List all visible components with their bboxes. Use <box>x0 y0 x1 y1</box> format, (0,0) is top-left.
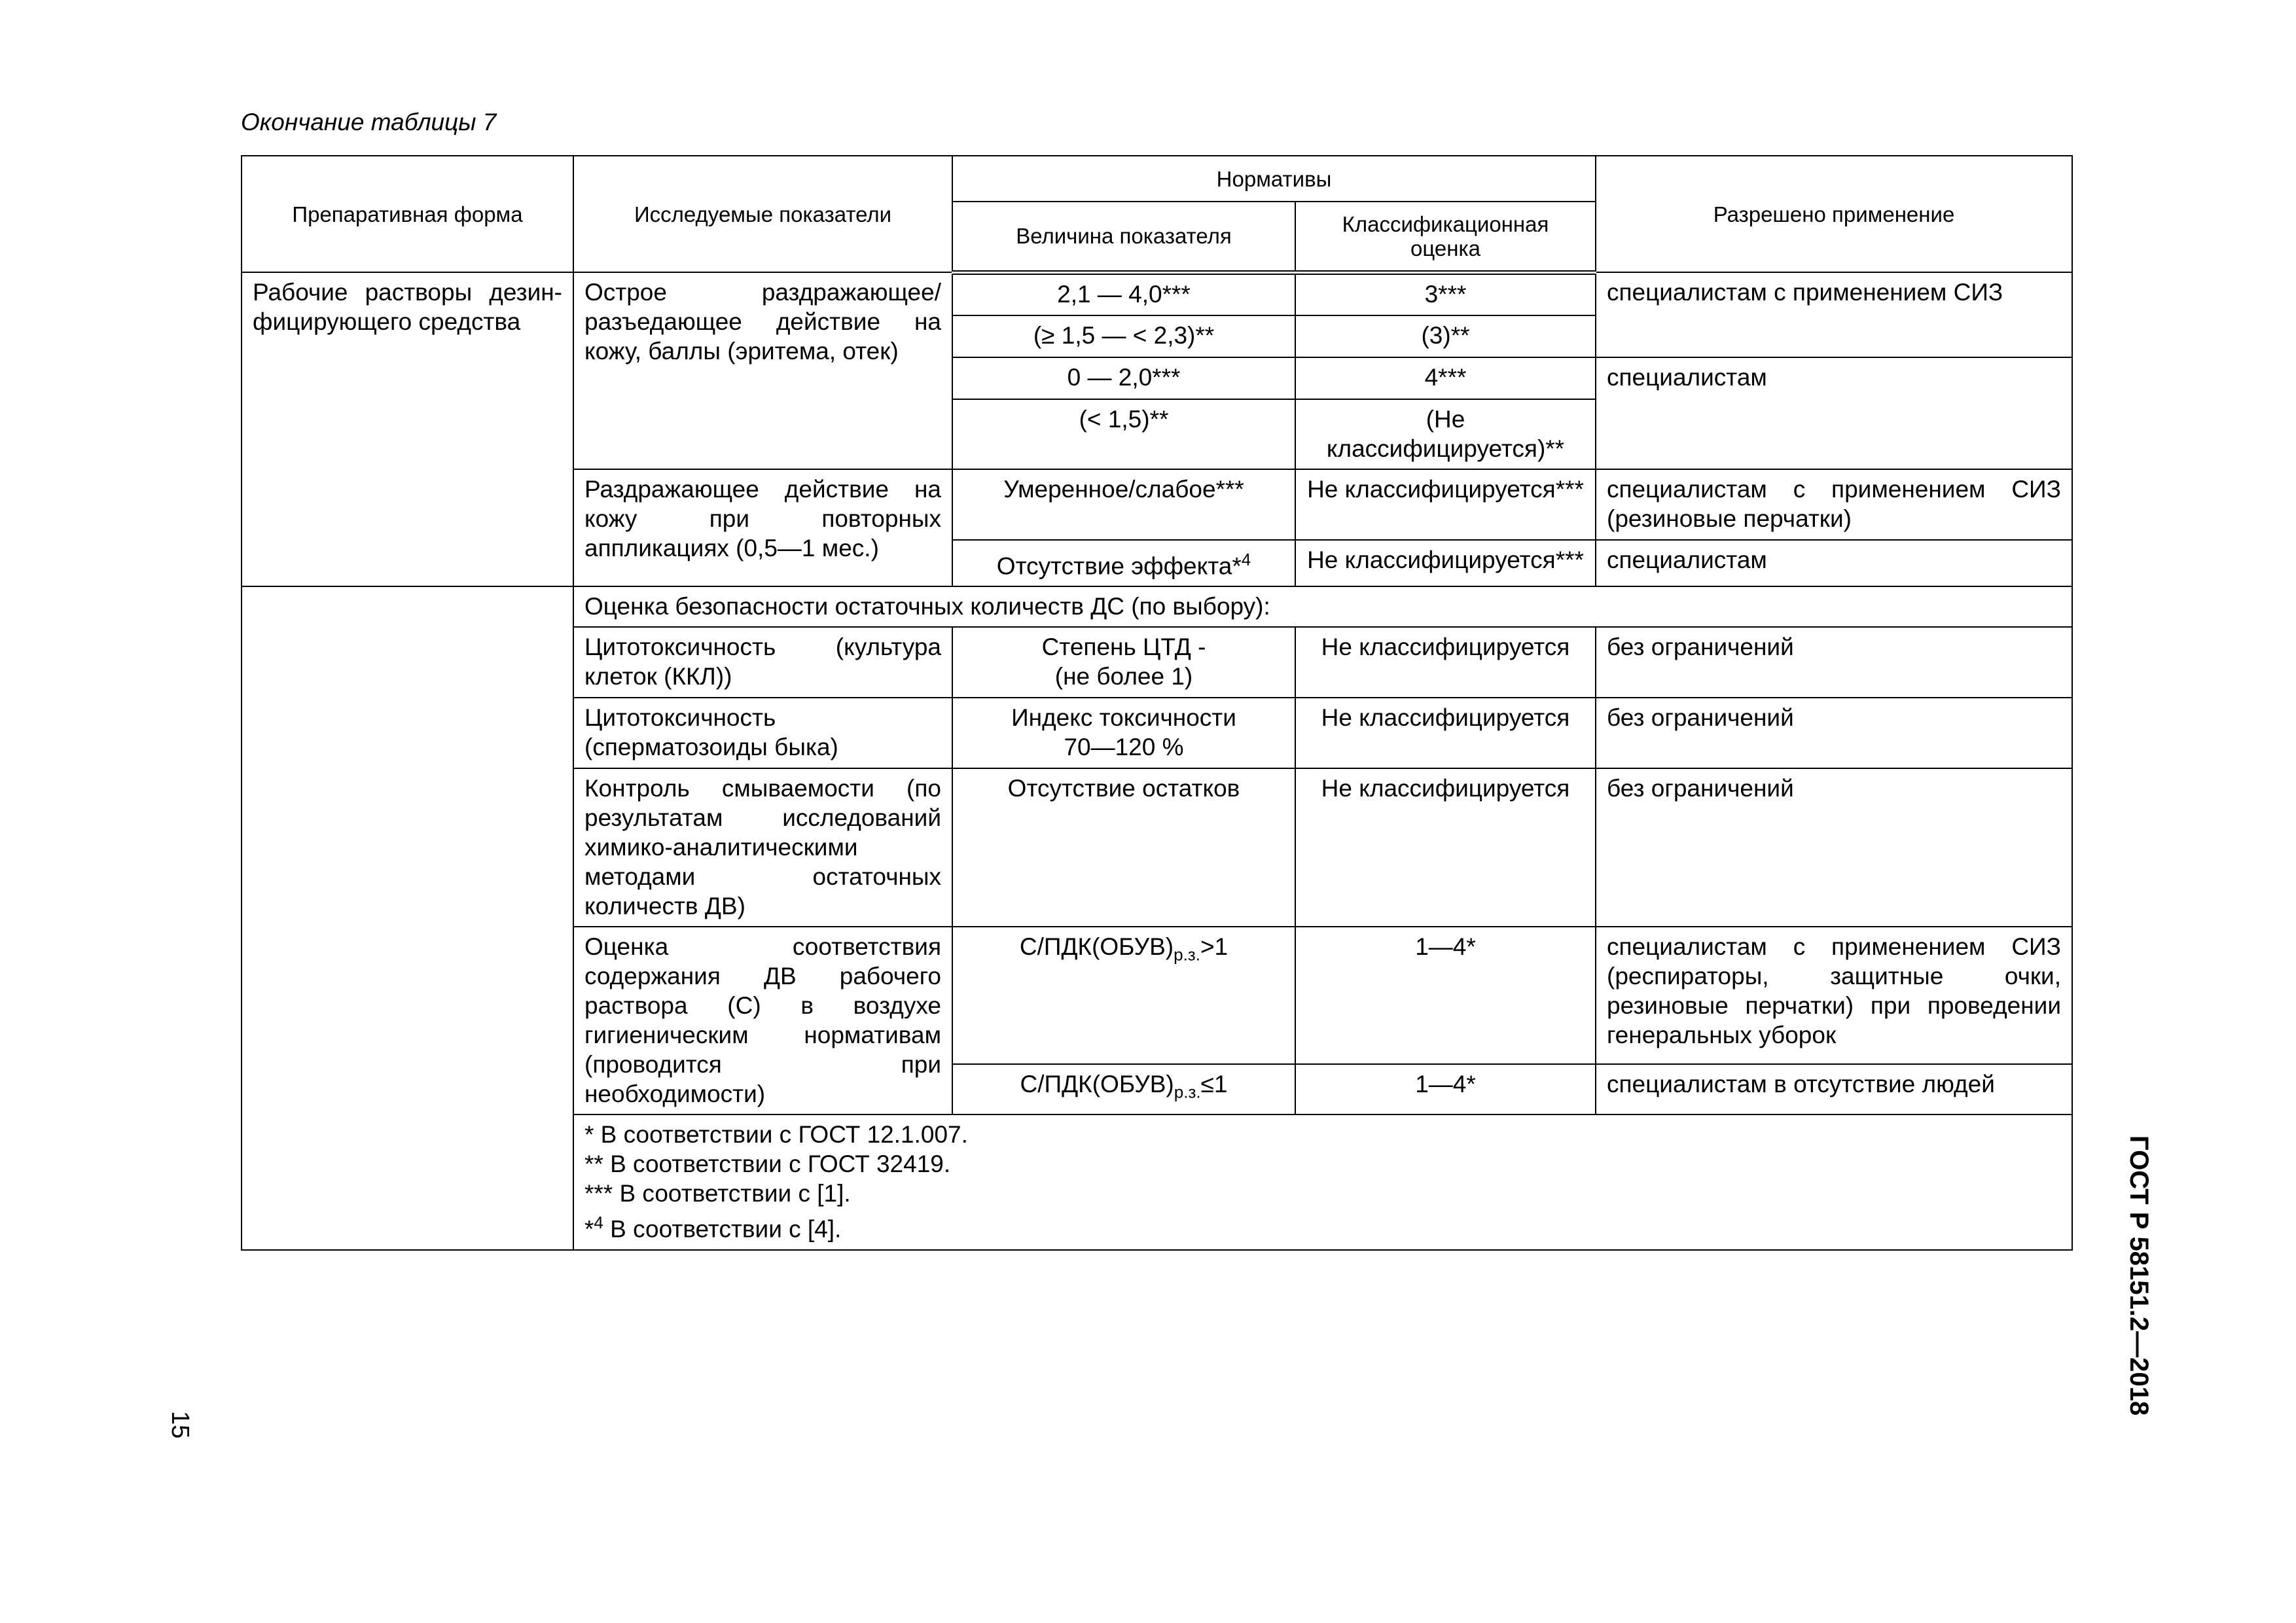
table-7 <box>241 155 2073 1251</box>
table-caption: Окончание таблицы 7 <box>241 109 497 135</box>
allowed-cell: специалистам с применением СИЗ <box>1596 272 2072 357</box>
value-text: Отсутствие эффекта* <box>996 552 1242 580</box>
footnote: *** В соответствии с [1]. <box>584 1180 851 1207</box>
section-row: Оценка безопасности остаточных количеств ДС (по выбору): <box>573 586 2072 627</box>
allowed-cell: без ограничений <box>1596 768 2072 927</box>
value-text: С/ПДК(ОБУВ) <box>1019 933 1174 961</box>
allowed-cell: без ограничений <box>1596 698 2072 768</box>
notes-cell <box>573 1115 2072 1249</box>
value-subscript: р.з. <box>1174 1081 1201 1101</box>
header-form: Препаративная форма <box>242 156 573 272</box>
value-cell: 2,1 — 4,0*** <box>952 272 1295 315</box>
page-number: 15 <box>166 1411 194 1439</box>
footnote-superscript: 4 <box>594 1213 603 1233</box>
class-cell: 1—4* <box>1295 1064 1596 1115</box>
class-cell: 4*** <box>1295 357 1596 399</box>
table-row <box>242 586 2072 627</box>
allowed-cell: специалистам с применением СИЗ (резиновые перчатки) <box>1596 469 2072 540</box>
header-indicators: Исследуемые показатели <box>573 156 952 272</box>
class-cell: Не классифицируется <box>1295 698 1596 768</box>
value-line: (не более 1) <box>1054 663 1193 690</box>
class-cell: Не классифицируется <box>1295 768 1596 927</box>
value-cell <box>952 1064 1295 1115</box>
indicator-cell: Цитотоксичность (сперматозоиды быка) <box>573 698 952 768</box>
header-value: Величина показателя <box>952 202 1295 272</box>
allowed-cell: специалистам с применением СИЗ (респираторы, защитные очки, резиновые перчатки) при проведении генеральных уборок <box>1596 927 2072 1063</box>
value-line: Индекс токсичности <box>1011 704 1236 732</box>
header-norms: Нормативы <box>952 156 1596 202</box>
footnote-text: В соответствии с [4]. <box>603 1215 842 1243</box>
indicator-cell: Острое раздражающее/ разъедающее действие на кожу, баллы (эритема, отек) <box>573 272 952 469</box>
footnote: * В соответствии с ГОСТ 12.1.007. <box>584 1121 968 1149</box>
value-cell <box>952 540 1295 586</box>
allowed-cell: специалистам <box>1596 357 2072 469</box>
value-cell <box>952 627 1295 698</box>
value-cell <box>952 698 1295 768</box>
value-cell: Отсутствие остатков <box>952 768 1295 927</box>
allowed-cell: без ограничений <box>1596 627 2072 698</box>
class-cell: (3)** <box>1295 315 1596 357</box>
footnote <box>584 1208 2061 1243</box>
value-cell <box>952 927 1295 1063</box>
class-cell: 3*** <box>1295 272 1596 315</box>
class-cell: Не классифицируется*** <box>1295 469 1596 540</box>
value-line: 70—120 % <box>1064 734 1184 761</box>
footnote: ** В соответствии с ГОСТ 32419. <box>584 1150 951 1178</box>
class-cell: (Не классифицируется)** <box>1295 399 1596 469</box>
indicator-cell: Раздражающее действие на кожу при повторных аппликациях (0,5—1 мес.) <box>573 469 952 586</box>
value-relation: >1 <box>1200 933 1229 961</box>
indicator-cell: Оценка соответствия содержания ДВ рабочего раствора (С) в воздухе гигиеническим нормативам (проводится при необходимости) <box>573 927 952 1115</box>
form-cell: Рабочие растворы дезин-фицирующего средства <box>242 272 573 586</box>
indicator-cell: Контроль смываемости (по результатам исследований химико-аналитическими методами остаточных количеств ДВ) <box>573 768 952 927</box>
value-relation: ≤1 <box>1200 1070 1228 1097</box>
indicator-cell: Цитотоксичность (культура клеток (ККЛ)) <box>573 627 952 698</box>
value-text: С/ПДК(ОБУВ) <box>1020 1070 1174 1097</box>
class-cell: 1—4* <box>1295 927 1596 1063</box>
value-cell: 0 — 2,0*** <box>952 357 1295 399</box>
allowed-cell: специалистам <box>1596 540 2072 586</box>
value-cell: Умеренное/слабое*** <box>952 469 1295 540</box>
header-allowed: Разрешено применение <box>1596 156 2072 272</box>
header-classification: Классификационная оценка <box>1295 202 1596 272</box>
class-cell: Не классифицируется*** <box>1295 540 1596 586</box>
standard-designation: ГОСТ Р 58151.2—2018 <box>2125 1135 2153 1416</box>
footnote-mark: * <box>584 1215 594 1243</box>
value-line: Степень ЦТД - <box>1041 633 1206 661</box>
value-cell: (< 1,5)** <box>952 399 1295 469</box>
class-cell: Не классифицируется <box>1295 627 1596 698</box>
footnote-mark: 4 <box>1241 550 1251 569</box>
table-row <box>242 272 2072 315</box>
allowed-cell: специалистам в отсутствие людей <box>1596 1064 2072 1115</box>
value-subscript: р.з. <box>1174 944 1200 965</box>
value-cell: (≥ 1,5 — < 2,3)** <box>952 315 1295 357</box>
form-cell-empty <box>242 586 573 1249</box>
